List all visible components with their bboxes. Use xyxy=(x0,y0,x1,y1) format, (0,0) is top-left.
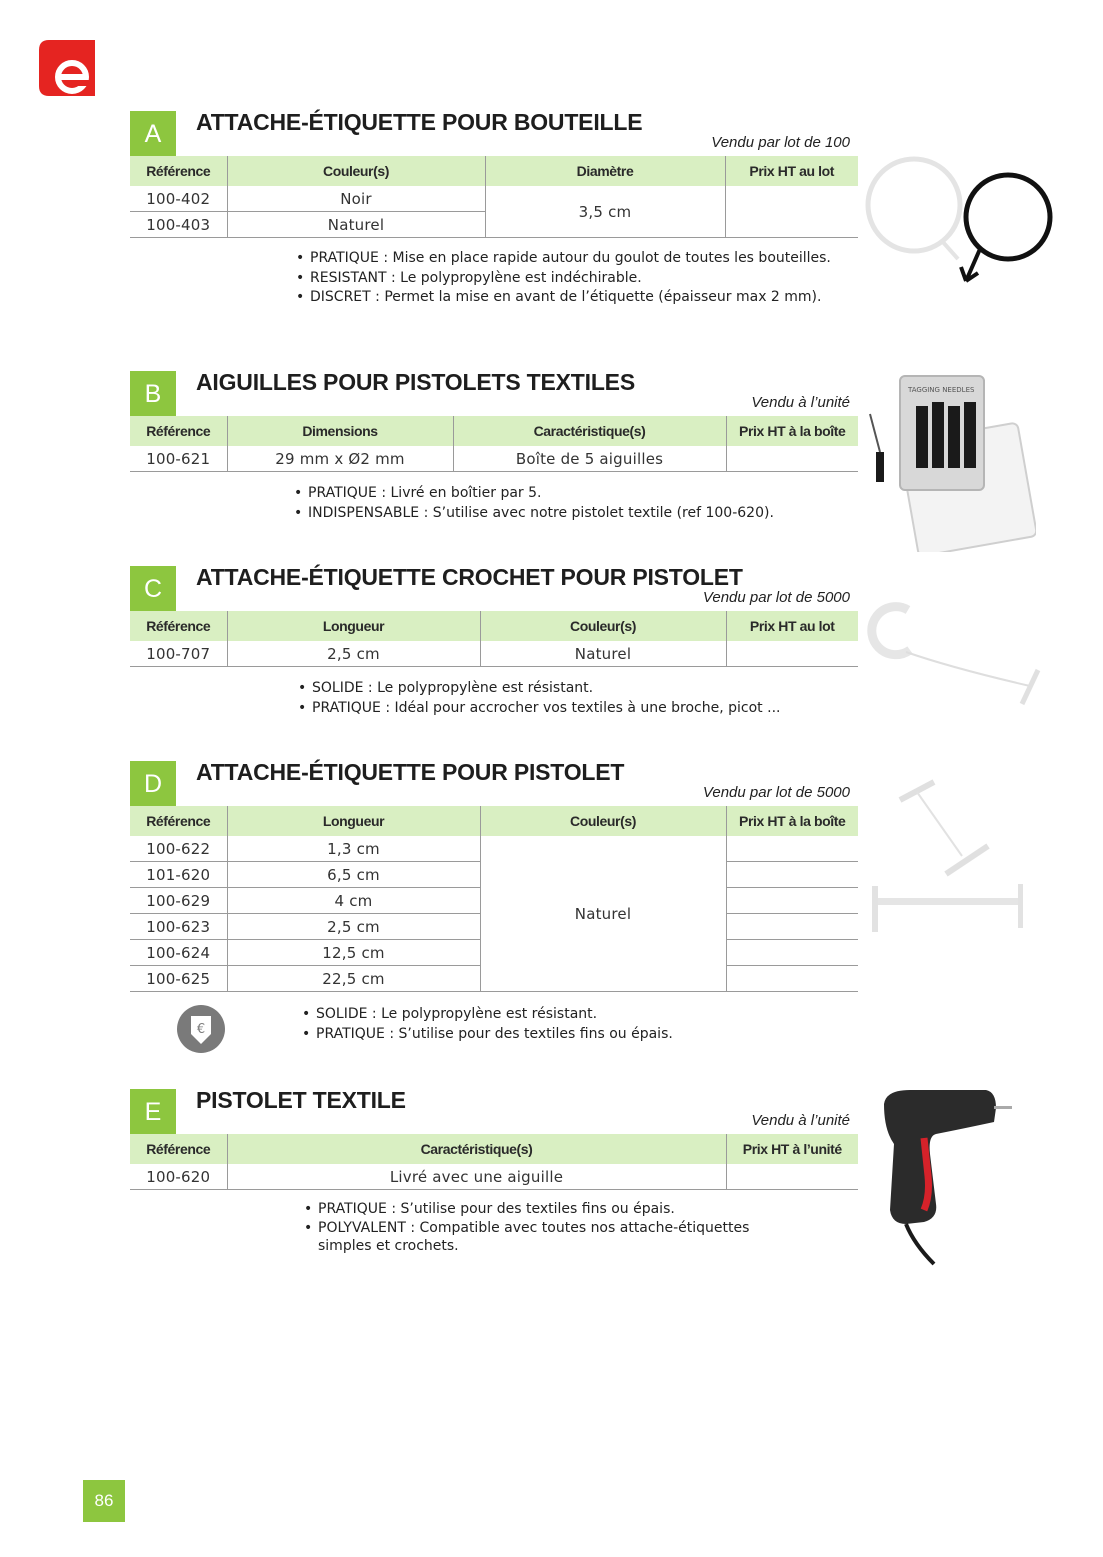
column-header: Couleur(s) xyxy=(480,806,726,836)
column-header: Dimensions xyxy=(227,416,453,446)
feature-list xyxy=(294,484,774,523)
t-bar-tags-icon xyxy=(862,776,1032,936)
section-title: ATTACHE-ÉTIQUETTE POUR PISTOLET xyxy=(196,759,625,785)
list-item: • PRATIQUE : Mise en place rapide autour du goulot de toutes les bouteilles. xyxy=(296,249,831,269)
column-header: Couleur(s) xyxy=(227,156,485,186)
price-cell xyxy=(726,1164,858,1190)
ref-cell: 100-707 xyxy=(130,641,227,667)
feature-list xyxy=(302,1005,673,1044)
column-header: Référence xyxy=(130,416,227,446)
section-letter: C xyxy=(130,566,176,612)
section-d xyxy=(130,761,858,1041)
ref-cell: 100-625 xyxy=(130,966,227,992)
list-item: • INDISPENSABLE : S’utilise avec notre pistolet textile (ref 100-620). xyxy=(294,504,774,524)
price-badge xyxy=(176,1004,226,1054)
section-a xyxy=(130,111,858,311)
page-number: 86 xyxy=(83,1480,125,1522)
price-cell xyxy=(726,914,858,940)
list-item: • PRATIQUE : Livré en boîtier par 5. xyxy=(294,484,774,504)
product-table xyxy=(130,416,858,472)
ref-cell: 100-623 xyxy=(130,914,227,940)
list-item: • SOLIDE : Le polypropylène est résistant. xyxy=(302,1005,673,1025)
length-cell: 2,5 cm xyxy=(227,641,480,667)
list-item: • POLYVALENT : Compatible avec toutes nos attache-étiquettes simples et crochets. xyxy=(304,1219,804,1255)
ref-cell: 100-620 xyxy=(130,1164,227,1190)
tagging-gun-icon xyxy=(876,1086,1016,1268)
sold-by: Vendu par lot de 5000 xyxy=(702,589,850,606)
diameter-cell: 3,5 cm xyxy=(485,186,725,238)
sold-by: Vendu à l’unité xyxy=(751,394,850,411)
ref-cell: 100-624 xyxy=(130,940,227,966)
column-header: Couleur(s) xyxy=(480,611,726,641)
price-cell xyxy=(726,641,858,667)
hook-tag-icon xyxy=(862,598,1052,713)
column-header: Prix HT au lot xyxy=(725,156,858,186)
table-row xyxy=(130,186,858,212)
list-item: • PRATIQUE : S’utilise pour des textiles fins ou épais. xyxy=(302,1025,673,1045)
section-title: ATTACHE-ÉTIQUETTE POUR BOUTEILLE xyxy=(196,109,643,135)
price-cell xyxy=(726,888,858,914)
ref-cell: 100-403 xyxy=(130,212,227,238)
column-header: Référence xyxy=(130,611,227,641)
product-table xyxy=(130,611,858,667)
price-cell xyxy=(726,836,858,862)
list-item: • PRATIQUE : Idéal pour accrocher vos textiles à une broche, picot ... xyxy=(298,699,780,719)
section-title: ATTACHE-ÉTIQUETTE CROCHET POUR PISTOLET xyxy=(196,564,743,590)
section-title: AIGUILLES POUR PISTOLETS TEXTILES xyxy=(196,369,635,395)
box-label: TAGGING NEEDLES xyxy=(908,386,975,394)
sold-by: Vendu à l’unité xyxy=(751,1112,850,1129)
feature-list xyxy=(296,249,831,308)
product-table xyxy=(130,1134,858,1190)
list-item: • PRATIQUE : S’utilise pour des textiles fins ou épais. xyxy=(304,1200,804,1218)
column-header: Diamètre xyxy=(485,156,725,186)
loop-tags-icon xyxy=(862,155,1062,290)
length-cell: 4 cm xyxy=(227,888,480,914)
product-table xyxy=(130,156,858,238)
sold-by: Vendu par lot de 100 xyxy=(711,134,850,151)
price-cell xyxy=(726,966,858,992)
ref-cell: 100-621 xyxy=(130,446,227,472)
color-cell: Naturel xyxy=(227,212,485,238)
price-cell xyxy=(726,446,858,472)
section-title: PISTOLET TEXTILE xyxy=(196,1087,406,1113)
color-cell: Noir xyxy=(227,186,485,212)
column-header: Référence xyxy=(130,806,227,836)
section-letter: D xyxy=(130,761,176,807)
price-cell xyxy=(725,186,858,238)
section-letter: A xyxy=(130,111,176,157)
length-cell: 2,5 cm xyxy=(227,914,480,940)
brand-logo xyxy=(39,40,95,96)
table-row xyxy=(130,1164,858,1190)
column-header: Caractéristique(s) xyxy=(227,1134,726,1164)
column-header: Prix HT à la boîte xyxy=(726,806,858,836)
column-header: Prix HT au lot xyxy=(726,611,858,641)
list-item: • RESISTANT : Le polypropylène est indéchirable. xyxy=(296,269,831,289)
price-cell xyxy=(726,862,858,888)
list-item: • DISCRET : Permet la mise en avant de l’étiquette (épaisseur max 2 mm). xyxy=(296,288,831,308)
column-header: Longueur xyxy=(227,806,480,836)
ref-cell: 100-622 xyxy=(130,836,227,862)
ref-cell: 100-402 xyxy=(130,186,227,212)
feature-list xyxy=(298,679,780,718)
list-item: • SOLIDE : Le polypropylène est résistant. xyxy=(298,679,780,699)
color-cell: Naturel xyxy=(480,641,726,667)
length-cell: 1,3 cm xyxy=(227,836,480,862)
product-table xyxy=(130,806,858,992)
color-cell: Naturel xyxy=(480,836,726,992)
section-letter: E xyxy=(130,1089,176,1135)
section-b xyxy=(130,371,858,541)
section-c xyxy=(130,566,858,736)
column-header: Caractéristique(s) xyxy=(453,416,726,446)
section-letter: B xyxy=(130,371,176,417)
price-cell xyxy=(726,940,858,966)
feature-cell: Livré avec une aiguille xyxy=(227,1164,726,1190)
column-header: Prix HT à la boîte xyxy=(726,416,858,446)
length-cell: 12,5 cm xyxy=(227,940,480,966)
ref-cell: 100-629 xyxy=(130,888,227,914)
column-header: Prix HT à l’unité xyxy=(726,1134,858,1164)
sold-by: Vendu par lot de 5000 xyxy=(702,784,850,801)
dimensions-cell: 29 mm x Ø2 mm xyxy=(227,446,453,472)
table-row xyxy=(130,446,858,472)
section-e xyxy=(130,1089,858,1269)
column-header: Référence xyxy=(130,156,227,186)
ref-cell: 101-620 xyxy=(130,862,227,888)
euro-icon: € xyxy=(196,1022,206,1037)
table-row xyxy=(130,641,858,667)
length-cell: 6,5 cm xyxy=(227,862,480,888)
length-cell: 22,5 cm xyxy=(227,966,480,992)
needle-box-icon xyxy=(866,372,1036,552)
table-row xyxy=(130,836,858,862)
column-header: Longueur xyxy=(227,611,480,641)
feature-list xyxy=(304,1200,804,1255)
feature-cell: Boîte de 5 aiguilles xyxy=(453,446,726,472)
column-header: Référence xyxy=(130,1134,227,1164)
